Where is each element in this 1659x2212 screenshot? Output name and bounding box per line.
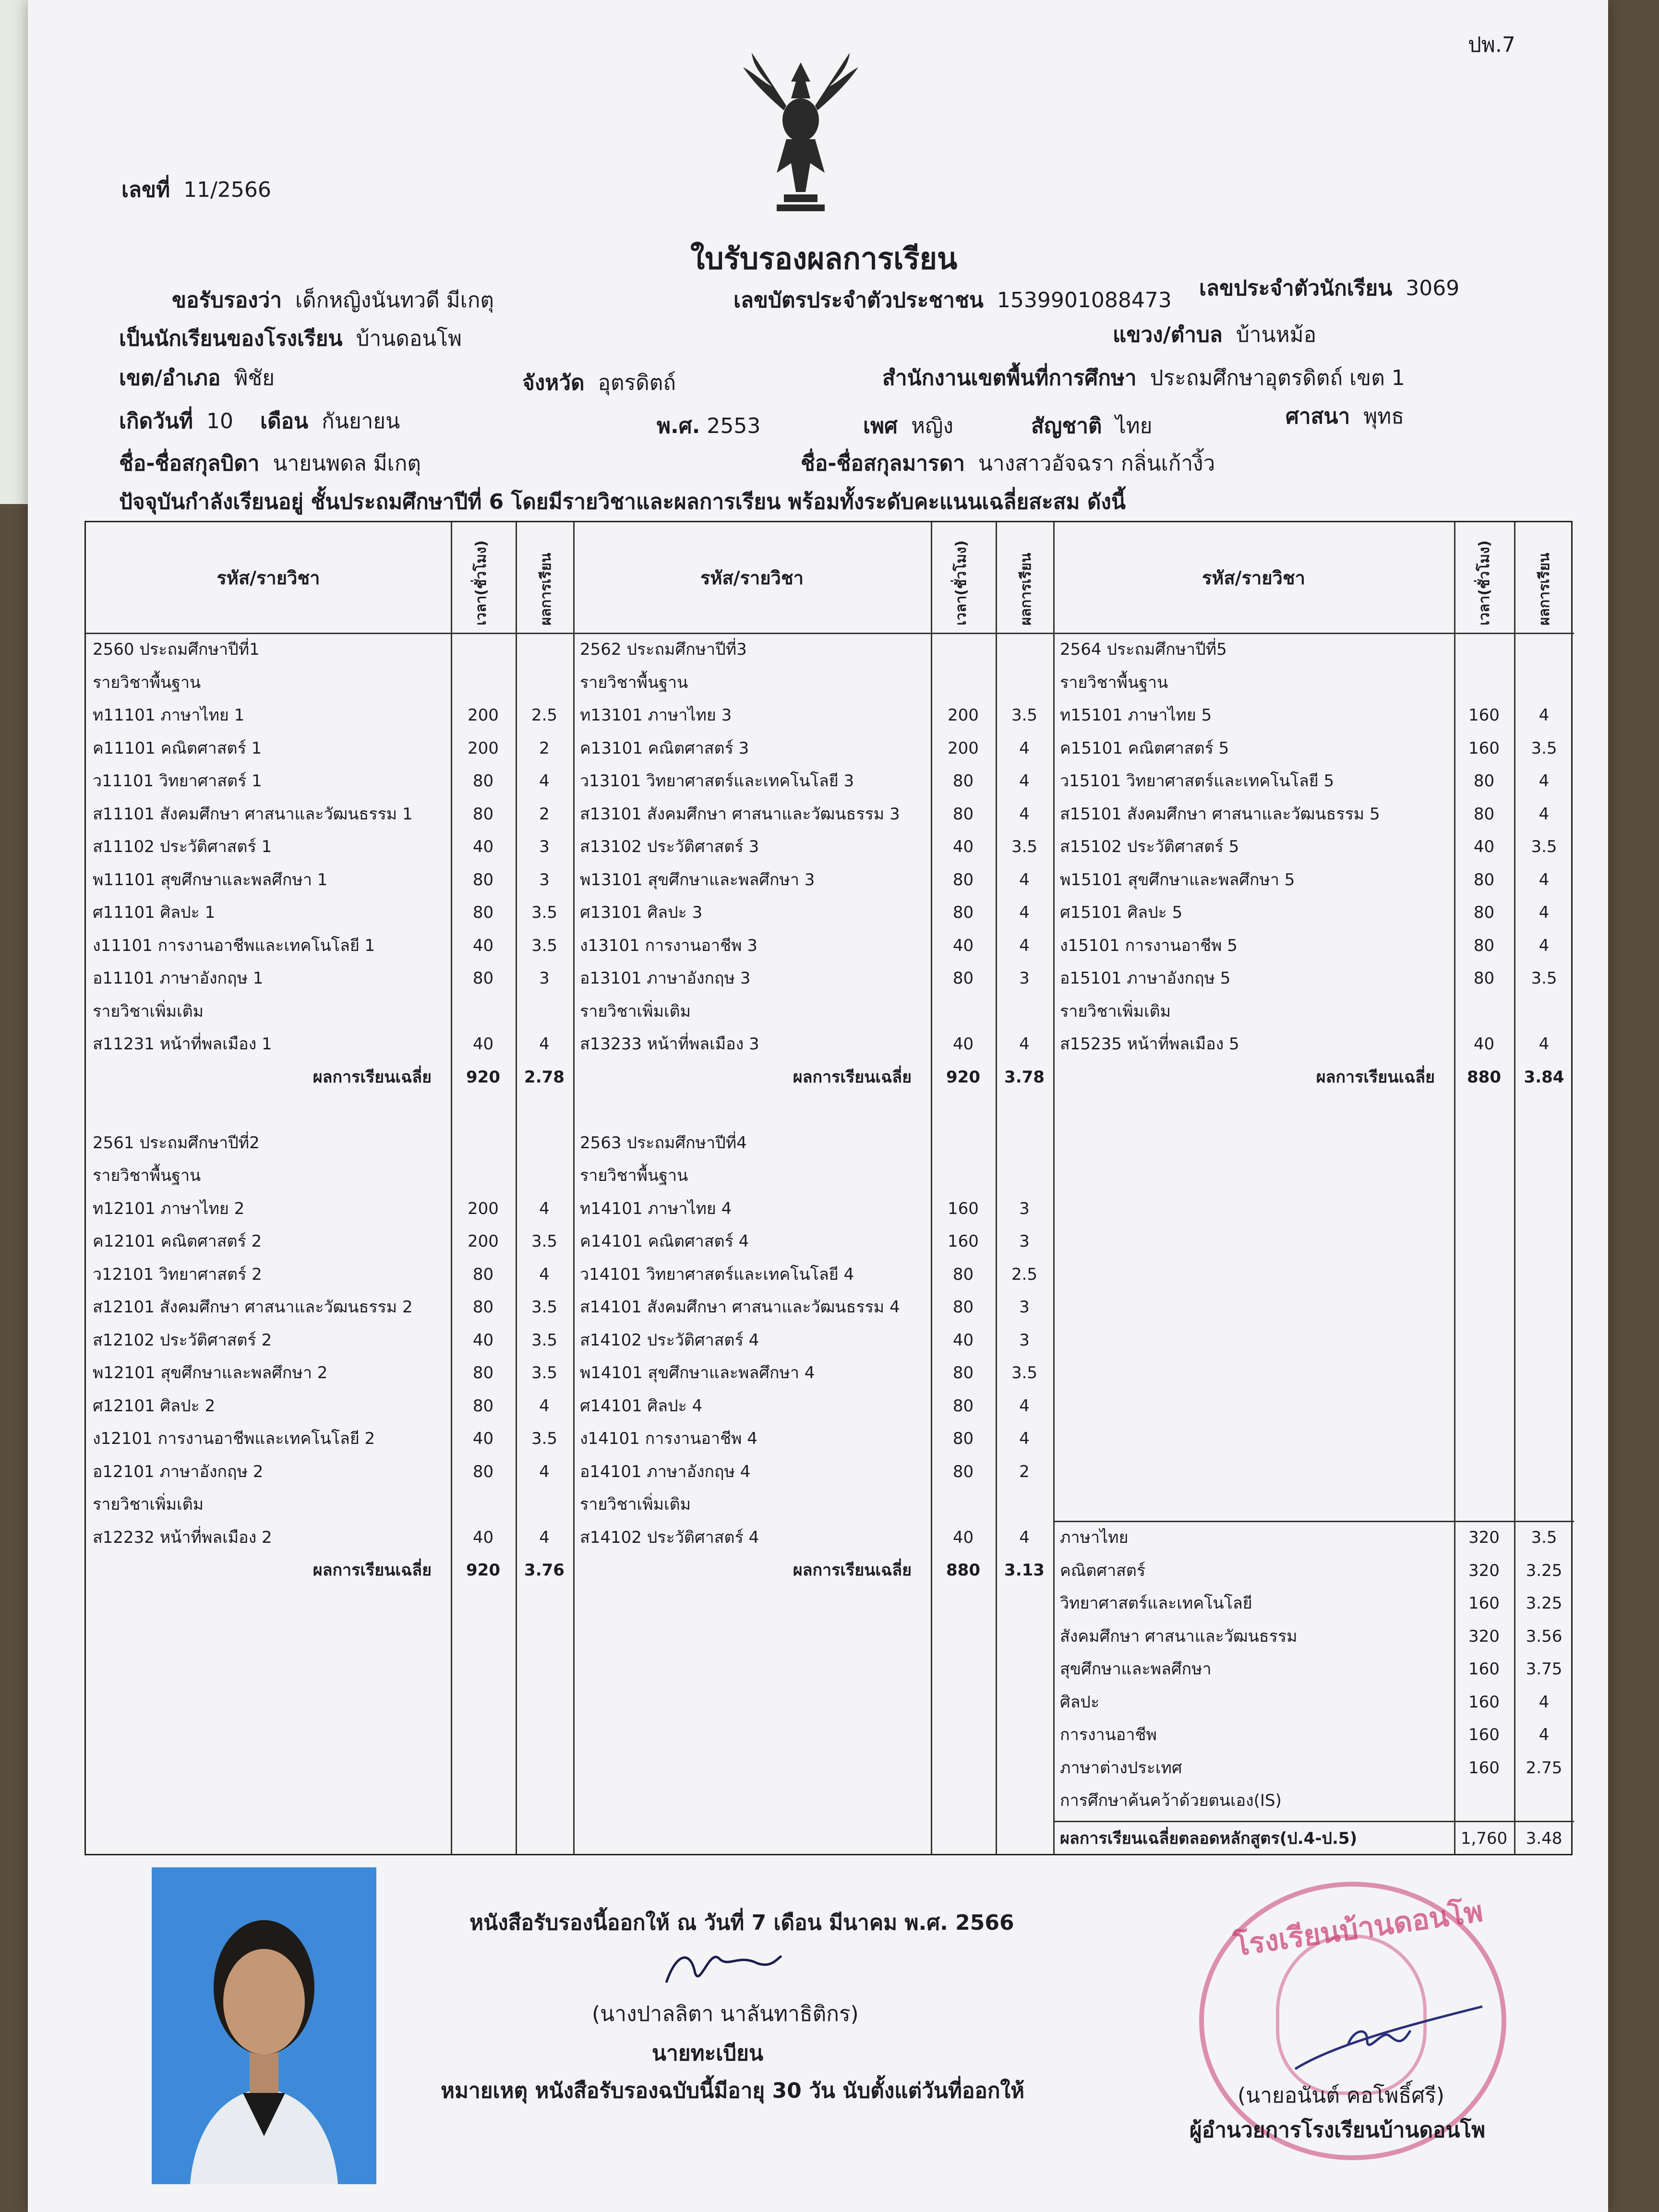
grade-value: 3.5	[1531, 969, 1557, 988]
grade-value: 4	[539, 1034, 550, 1054]
grade-value: 4	[1539, 903, 1550, 922]
hours-value: 880	[1467, 1067, 1501, 1087]
grade-value: 3.25	[1526, 1561, 1563, 1580]
grade-value: 2	[539, 738, 550, 758]
hours-value: 80	[952, 1429, 974, 1448]
grade-value: 2	[1019, 1462, 1030, 1481]
hours-value: 80	[1473, 969, 1495, 988]
subject-row: ส12101 สังคมศึกษา ศาสนาและวัฒนธรรม 2	[93, 1298, 413, 1317]
summary-row: วิทยาศาสตร์และเทคโนโลยี	[1060, 1594, 1252, 1613]
average-row: ผลการเรียนเฉลี่ย	[793, 1067, 912, 1087]
grade-value: 3.5	[531, 936, 558, 955]
grade-value: 4	[1019, 1396, 1030, 1416]
hours-value: 200	[468, 706, 499, 725]
subject-row: ว14101 วิทยาศาสตร์และเทคโนโลยี 4	[580, 1264, 854, 1284]
hours-value: 160	[1468, 1594, 1500, 1613]
hours-value: 80	[472, 804, 494, 824]
citizen-id-line: เลขบัตรประจำตัวประชาชน 1539901088473	[733, 288, 1172, 313]
grade-value: 3.78	[1004, 1067, 1045, 1087]
edu-area-line: สำนักงานเขตพื้นที่การศึกษา ประถมศึกษาอุตรดิตถ์ เขต 1	[882, 366, 1405, 390]
hours-value: 80	[952, 1264, 974, 1284]
subject-row: ส13102 ประวัติศาสตร์ 3	[580, 837, 759, 856]
overall-label: ผลการเรียนเฉลี่ยตลอดหลักสูตร(ป.4-ป.5)	[1060, 1829, 1358, 1848]
registrar-name: (นางปาลลิตา นาลันทาธิติกร)	[592, 2002, 859, 2026]
subject-row: ศ13101 ศิลปะ 3	[580, 903, 703, 922]
grade-value: 4	[1019, 1034, 1030, 1054]
overall-grade: 3.48	[1526, 1829, 1563, 1848]
summary-row: สังคมศึกษา ศาสนาและวัฒนธรรม	[1060, 1626, 1298, 1646]
column-divider	[573, 522, 575, 1854]
grade-value: 4	[1539, 1692, 1550, 1712]
hours-value: 80	[472, 969, 494, 988]
grade-value: 4	[1019, 771, 1030, 791]
hours-value: 80	[952, 1462, 974, 1481]
subject-row: ค15101 คณิตศาสตร์ 5	[1060, 738, 1229, 758]
hours-value: 160	[1468, 706, 1500, 725]
hours-value: 160	[1468, 1659, 1500, 1679]
subject-row: ว12101 วิทยาศาสตร์ 2	[93, 1264, 262, 1284]
hours-value: 80	[952, 870, 974, 890]
subject-row: พ13101 สุขศึกษาและพลศึกษา 3	[580, 870, 815, 890]
header-rule	[86, 633, 1574, 634]
subject-row: รายวิชาเพิ่มเติม	[93, 1001, 204, 1021]
average-row: ผลการเรียนเฉลี่ย	[793, 1561, 912, 1580]
province-line: จังหวัด อุตรดิตถ์	[522, 371, 676, 395]
column-divider	[1053, 522, 1055, 1854]
subject-row: ท14101 ภาษาไทย 4	[580, 1199, 732, 1218]
summary-row: ศิลปะ	[1060, 1692, 1100, 1712]
hours-value: 160	[1468, 1692, 1500, 1712]
hours-value: 880	[946, 1561, 980, 1580]
hours-value: 920	[466, 1067, 500, 1087]
subject-row: รายวิชาเพิ่มเติม	[1060, 1001, 1171, 1021]
grade-value: 2.78	[524, 1067, 565, 1087]
subject-row: ส14101 สังคมศึกษา ศาสนาและวัฒนธรรม 4	[580, 1298, 900, 1317]
hours-value: 40	[952, 1527, 974, 1547]
grade-value: 4	[539, 1264, 550, 1284]
summary-top-rule	[1053, 1521, 1574, 1522]
grade-value: 3.5	[1531, 837, 1557, 856]
hours-value: 40	[472, 1429, 494, 1448]
student-id-line: เลขประจำตัวนักเรียน 3069	[1199, 276, 1460, 301]
grade-value: 3	[1019, 1232, 1030, 1251]
grade-value: 3.13	[1004, 1561, 1045, 1580]
grade-value: 4	[539, 1199, 550, 1218]
hours-value: 80	[1473, 804, 1495, 824]
religion-line: ศาสนา พุทธ	[1286, 404, 1405, 429]
hours-value: 80	[472, 1363, 494, 1382]
subject-row: ท11101 ภาษาไทย 1	[93, 706, 245, 725]
grade-value: 4	[1019, 804, 1030, 824]
doc-number: เลขที่ 11/2566	[121, 178, 271, 202]
subject-row: ศ11101 ศิลปะ 1	[93, 903, 216, 922]
hours-value: 40	[472, 936, 494, 955]
grade-value: 3	[1019, 969, 1030, 988]
hours-value: 200	[468, 738, 499, 758]
hours-value: 200	[948, 738, 979, 758]
grade-value: 3.5	[531, 1363, 558, 1382]
grade-value: 4	[539, 771, 550, 791]
hours-value: 80	[952, 1298, 974, 1317]
hours-value: 200	[948, 706, 979, 725]
subject-row: รายวิชาพื้นฐาน	[93, 1166, 201, 1185]
birth-year-line: พ.ศ. 2553	[657, 414, 761, 438]
hours-value: 200	[468, 1199, 499, 1218]
hours-value: 40	[952, 837, 974, 856]
hours-value: 40	[952, 936, 974, 955]
header-grade: ผลการเรียน	[1018, 553, 1034, 625]
hours-value: 80	[472, 1264, 494, 1284]
header-grade: ผลการเรียน	[538, 553, 554, 625]
subject-row: รายวิชาพื้นฐาน	[1060, 673, 1168, 692]
issued-date: หนังสือรับรองนี้ออกให้ ณ วันที่ 7 เดือน มีนาคม พ.ศ. 2566	[469, 1911, 1014, 1935]
grade-value: 2.5	[531, 706, 558, 725]
subject-row: รายวิชาเพิ่มเติม	[93, 1495, 204, 1514]
subject-row: รายวิชาพื้นฐาน	[580, 1166, 688, 1185]
overall-rule	[1053, 1821, 1574, 1822]
subdistrict-line: แขวง/ตำบล บ้านหม้อ	[1113, 323, 1317, 347]
hours-value: 40	[952, 1330, 974, 1350]
grade-value: 3	[1019, 1330, 1030, 1350]
grade-value: 3.5	[1531, 738, 1557, 758]
subject-row: 2560 ประถมศึกษาปีที่1	[93, 640, 260, 659]
subject-row: พ12101 สุขศึกษาและพลศึกษา 2	[93, 1363, 328, 1382]
hours-value: 40	[952, 1034, 974, 1054]
hours-value: 160	[1468, 1758, 1500, 1778]
grade-value: 3.5	[531, 903, 558, 922]
summary-row: ภาษาไทย	[1060, 1528, 1129, 1547]
hours-value: 160	[1468, 1725, 1500, 1744]
summary-row: การศึกษาค้นคว้าด้วยตนเอง(IS)	[1060, 1791, 1282, 1810]
subject-row: ท12101 ภาษาไทย 2	[93, 1199, 245, 1218]
grade-value: 3.5	[531, 1232, 558, 1251]
registrar-title: นายทะเบียน	[652, 2041, 764, 2066]
grade-value: 2	[539, 804, 550, 824]
subject-row: อ15101 ภาษาอังกฤษ 5	[1060, 969, 1231, 988]
nationality-line: สัญชาติ ไทย	[1031, 414, 1153, 438]
subject-row: ง12101 การงานอาชีพและเทคโนโลยี 2	[93, 1429, 375, 1448]
subject-row: รายวิชาเพิ่มเติม	[580, 1001, 691, 1021]
subject-row: ค12101 คณิตศาสตร์ 2	[93, 1232, 262, 1251]
grade-value: 4	[1539, 936, 1550, 955]
hours-value: 920	[946, 1067, 980, 1087]
grade-value: 3.5	[1011, 706, 1038, 725]
subject-row: พ14101 สุขศึกษาและพลศึกษา 4	[580, 1363, 815, 1382]
grade-value: 3	[539, 969, 550, 988]
subject-row: ส11231 หน้าที่พลเมือง 1	[93, 1034, 272, 1054]
grade-value: 3.5	[531, 1298, 558, 1317]
hours-value: 80	[1473, 870, 1495, 890]
school-line: เป็นนักเรียนของโรงเรียน บ้านดอนโพ	[119, 326, 462, 351]
subject-row: ท15101 ภาษาไทย 5	[1060, 706, 1212, 725]
grade-value: 3	[539, 837, 550, 856]
grade-value: 3	[1019, 1199, 1030, 1218]
intro-text: ปัจจุบันกำลังเรียนอยู่ ชั้นประถมศึกษาปีที่ 6 โดยมีรายวิชาและผลการเรียน พร้อมทั้งระดับคะแนนเฉลี่ยสะสม ดังนี้	[119, 490, 1126, 514]
subject-row: ส15101 สังคมศึกษา ศาสนาและวัฒนธรรม 5	[1060, 804, 1380, 824]
grade-value: 3.5	[531, 1429, 558, 1448]
grade-value: 4	[1019, 1429, 1030, 1448]
subject-row: อ12101 ภาษาอังกฤษ 2	[93, 1462, 264, 1481]
header-hours: เวลา(ชั่วโมง)	[953, 540, 970, 625]
grade-value: 4	[1019, 738, 1030, 758]
grade-value: 3.5	[1531, 1528, 1557, 1547]
subject-row: อ13101 ภาษาอังกฤษ 3	[580, 969, 751, 988]
hours-value: 80	[1473, 771, 1495, 791]
hours-value: 320	[1468, 1528, 1500, 1547]
subject-row: ค14101 คณิตศาสตร์ 4	[580, 1232, 749, 1251]
average-row: ผลการเรียนเฉลี่ย	[313, 1067, 432, 1087]
grade-value: 3.5	[1011, 837, 1038, 856]
grade-value: 4	[1539, 706, 1550, 725]
grades-table	[84, 521, 1573, 1855]
subject-row: ศ12101 ศิลปะ 2	[93, 1396, 216, 1416]
hours-value: 40	[472, 1330, 494, 1350]
header-hours: เวลา(ชั่วโมง)	[1476, 540, 1493, 625]
hours-value: 80	[1473, 936, 1495, 955]
subject-row: ค11101 คณิตศาสตร์ 1	[93, 738, 262, 758]
summary-row: คณิตศาสตร์	[1060, 1561, 1146, 1580]
hours-value: 80	[952, 771, 974, 791]
grade-value: 3.75	[1526, 1659, 1563, 1679]
overall-hours: 1,760	[1460, 1829, 1508, 1848]
validity-note: หมายเหตุ หนังสือรับรองฉบับนี้มีอายุ 30 วัน นับตั้งแต่วันที่ออกให้	[441, 2079, 1024, 2103]
hours-value: 320	[1468, 1561, 1500, 1580]
subject-row: รายวิชาเพิ่มเติม	[580, 1495, 691, 1514]
hours-value: 80	[952, 1396, 974, 1416]
hours-value: 80	[472, 903, 494, 922]
hours-value: 80	[1473, 903, 1495, 922]
header-subject: รหัส/รายวิชา	[700, 567, 804, 589]
hours-value: 320	[1468, 1626, 1500, 1646]
summary-row: การงานอาชีพ	[1060, 1725, 1157, 1744]
subject-row: 2562 ประถมศึกษาปีที่3	[580, 640, 747, 659]
hours-value: 80	[952, 903, 974, 922]
grade-value: 3	[1019, 1298, 1030, 1317]
director-name: (นายอนันต์ คอโพธิ์ศรี)	[1238, 2083, 1444, 2108]
grade-value: 3.5	[531, 1330, 558, 1350]
subject-row: ส13233 หน้าที่พลเมือง 3	[580, 1034, 759, 1054]
hours-value: 80	[472, 1298, 494, 1317]
header-subject: รหัส/รายวิชา	[1202, 567, 1305, 589]
grade-value: 4	[1019, 936, 1030, 955]
grade-value: 4	[539, 1527, 550, 1547]
subject-row: ส12102 ประวัติศาสตร์ 2	[93, 1330, 272, 1350]
average-row: ผลการเรียนเฉลี่ย	[1316, 1067, 1435, 1087]
grade-value: 4	[1539, 870, 1550, 890]
grade-value: 4	[1019, 903, 1030, 922]
subject-row: 2564 ประถมศึกษาปีที่5	[1060, 640, 1227, 659]
district-line: เขต/อำเภอ พิชัย	[119, 366, 275, 390]
subject-row: พ11101 สุขศึกษาและพลศึกษา 1	[93, 870, 328, 890]
grade-value: 3.76	[524, 1561, 565, 1580]
grade-value: 2.5	[1011, 1264, 1038, 1284]
subject-row: ง11101 การงานอาชีพและเทคโนโลยี 1	[93, 936, 375, 955]
average-row: ผลการเรียนเฉลี่ย	[313, 1561, 432, 1580]
hours-value: 40	[472, 1527, 494, 1547]
registrar-signature	[661, 1939, 786, 1992]
garuda-emblem-icon	[738, 53, 863, 216]
director-title: ผู้อำนวยการโรงเรียนบ้านดอนโพ	[1190, 2118, 1486, 2142]
header-subject: รหัส/รายวิชา	[216, 567, 320, 589]
grade-value: 4	[1539, 1034, 1550, 1054]
grade-value: 3.84	[1524, 1067, 1564, 1087]
grade-value: 4	[1539, 771, 1550, 791]
sex-line: เพศ หญิง	[863, 414, 953, 438]
subject-row: พ15101 สุขศึกษาและพลศึกษา 5	[1060, 870, 1295, 890]
grade-value: 4	[539, 1462, 550, 1481]
hours-value: 160	[948, 1232, 979, 1251]
certificate-paper	[28, 0, 1608, 2212]
subject-row: ศ14101 ศิลปะ 4	[580, 1396, 703, 1416]
father-line: ชื่อ-ชื่อสกุลบิดา นายนพดล มีเกตุ	[119, 451, 421, 476]
hours-value: 40	[472, 837, 494, 856]
subject-row: ส15235 หน้าที่พลเมือง 5	[1060, 1034, 1239, 1054]
grade-value: 3.56	[1526, 1626, 1563, 1646]
grade-value: 4	[1539, 804, 1550, 824]
subject-row: ส13101 สังคมศึกษา ศาสนาและวัฒนธรรม 3	[580, 804, 900, 824]
subject-row: ศ15101 ศิลปะ 5	[1060, 903, 1183, 922]
grade-value: 3.5	[1011, 1363, 1038, 1382]
hours-value: 160	[948, 1199, 979, 1218]
subject-row: 2561 ประถมศึกษาปีที่2	[93, 1133, 260, 1153]
subject-row: รายวิชาพื้นฐาน	[580, 673, 688, 692]
director-signature	[1286, 2002, 1487, 2079]
hours-value: 40	[1473, 837, 1495, 856]
header-grade: ผลการเรียน	[1536, 553, 1553, 625]
grade-value: 3	[539, 870, 550, 890]
hours-value: 80	[952, 804, 974, 824]
subject-row: ง15101 การงานอาชีพ 5	[1060, 936, 1238, 955]
grade-value: 4	[1539, 1725, 1550, 1744]
hours-value: 80	[952, 969, 974, 988]
hours-value: 40	[472, 1034, 494, 1054]
grade-value: 3.25	[1526, 1594, 1563, 1613]
form-code: ปพ.7	[1468, 33, 1515, 57]
hours-value: 80	[472, 1462, 494, 1481]
subject-row: ว13101 วิทยาศาสตร์และเทคโนโลยี 3	[580, 771, 854, 791]
subject-row: ว11101 วิทยาศาสตร์ 1	[93, 771, 262, 791]
summary-row: ภาษาต่างประเทศ	[1060, 1758, 1182, 1778]
hours-value: 80	[952, 1363, 974, 1382]
hours-value: 920	[466, 1561, 500, 1580]
hours-value: 80	[472, 870, 494, 890]
subject-row: อ11101 ภาษาอังกฤษ 1	[93, 969, 264, 988]
subject-row: ส12232 หน้าที่พลเมือง 2	[93, 1527, 272, 1547]
seal-text: โรงเรียนบ้านดอนโพ	[1231, 1894, 1485, 1963]
hours-value: 200	[468, 1232, 499, 1251]
subject-row: 2563 ประถมศึกษาปีที่4	[580, 1133, 747, 1153]
subject-row: ท13101 ภาษาไทย 3	[580, 706, 732, 725]
subject-row: ส14102 ประวัติศาสตร์ 4	[580, 1527, 759, 1547]
hours-value: 160	[1468, 738, 1500, 758]
document-title: ใบรับรองผลการเรียน	[690, 241, 958, 276]
subject-row: ค13101 คณิตศาสตร์ 3	[580, 738, 749, 758]
subject-row: อ14101 ภาษาอังกฤษ 4	[580, 1462, 751, 1481]
subject-row: ว15101 วิทยาศาสตร์และเทคโนโลยี 5	[1060, 771, 1334, 791]
header-hours: เวลา(ชั่วโมง)	[473, 540, 490, 625]
grade-value: 4	[1019, 870, 1030, 890]
grade-value: 4	[1019, 1527, 1030, 1547]
hours-value: 80	[472, 771, 494, 791]
subject-row: ง14101 การงานอาชีพ 4	[580, 1429, 757, 1448]
mother-line: ชื่อ-ชื่อสกุลมารดา นางสาวอัจฉรา กลิ่นเก้างิ้ว	[801, 451, 1215, 476]
hours-value: 40	[1473, 1034, 1495, 1054]
hours-value: 80	[472, 1396, 494, 1416]
subject-row: ส15102 ประวัติศาสตร์ 5	[1060, 837, 1239, 856]
grade-value: 2.75	[1526, 1758, 1563, 1778]
birth-line: เกิดวันที่ 10 เดือน กันยายน	[119, 409, 400, 433]
subject-row: รายวิชาพื้นฐาน	[93, 673, 201, 692]
subject-row: ส14102 ประวัติศาสตร์ 4	[580, 1330, 759, 1350]
subject-row: ส11101 สังคมศึกษา ศาสนาและวัฒนธรรม 1	[93, 804, 413, 824]
summary-row: สุขศึกษาและพลศึกษา	[1060, 1659, 1212, 1679]
student-photo	[152, 1867, 376, 2184]
subject-row: ส11102 ประวัติศาสตร์ 1	[93, 837, 272, 856]
subject-row: ง13101 การงานอาชีพ 3	[580, 936, 757, 955]
grade-value: 4	[539, 1396, 550, 1416]
student-name-line: ขอรับรองว่า เด็กหญิงนันทวดี มีเกตุ	[172, 288, 494, 313]
